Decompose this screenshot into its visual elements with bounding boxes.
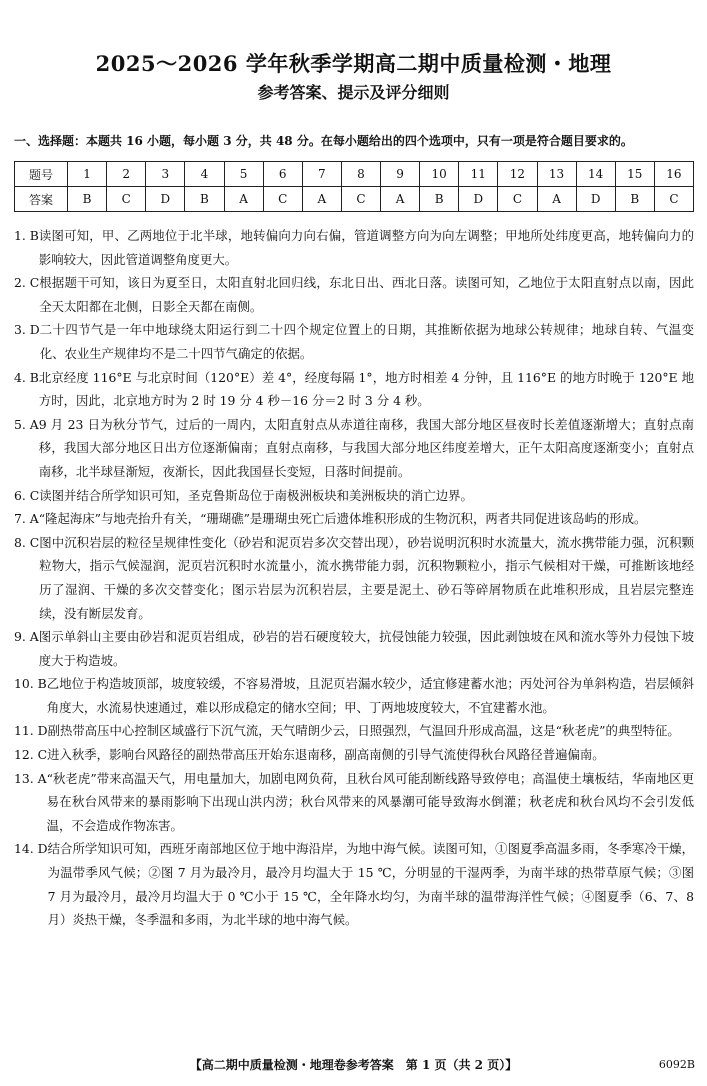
- document-code: 6092B: [658, 1058, 695, 1071]
- question-number: 9: [381, 162, 420, 187]
- explanation-item: [14, 224, 694, 271]
- answer-cell: C: [107, 187, 146, 212]
- explanation-label: 7. A: [14, 511, 39, 527]
- answer-table-answer-row: [15, 187, 694, 212]
- row-label-number: 题号: [15, 162, 68, 187]
- explanation-text: 二十四节气是一年中地球绕太阳运行到二十四个规定位置上的日期，其推断依据为地球公转规律；地球自转、气温变化、农业生产规律均不是二十四节气确定的依据。: [39, 322, 694, 361]
- question-number: 6: [263, 162, 302, 187]
- answer-cell: C: [341, 187, 380, 212]
- explanation-text: 读图并结合所学知识可知，圣克鲁斯岛位于南极洲板块和美洲板块的消亡边界。: [39, 487, 473, 503]
- explanation-label: 14. D: [14, 841, 48, 857]
- explanation-text: “隆起海床”与地壳抬升有关，“珊瑚礁”是珊瑚虫死亡后遗体堆积形成的生物沉积，两者共同促进该岛屿的形成。: [38, 511, 647, 527]
- answer-cell: B: [185, 187, 224, 212]
- answer-cell: D: [146, 187, 185, 212]
- question-number: 5: [224, 162, 263, 187]
- explanation-item: [14, 837, 694, 931]
- answer-table-number-row: [15, 162, 694, 187]
- explanation-list: [14, 224, 694, 932]
- explanation-label: 12. C: [14, 747, 48, 763]
- explanation-label: 1. B: [14, 228, 39, 243]
- explanation-item: [14, 743, 694, 767]
- explanation-item: [14, 531, 694, 625]
- explanation-item: [14, 507, 694, 531]
- explanation-text: 进入秋季，影响台风路径的副热带高压开始东退南移，副高南侧的引导气流使得秋台风路径普遍偏南。: [47, 747, 605, 763]
- question-number: 10: [420, 162, 459, 187]
- answer-table: [14, 161, 694, 212]
- explanation-text: 结合所学知识可知，西班牙南部地区位于地中海沿岸，为地中海气候。读图可知，①图夏季高温多雨，冬季寒冷干燥，为温带季风气候；②图 7 月为最冷月，最冷月均温大于 15 ℃，分明显的干湿两季，为南半球的热带草原气候；③图 7 月为最冷月，最冷月均温大于 0 ℃小于 15 ℃，全年降水均匀，为南半球的温带海洋性气候；④图夏季（6、7、8 月）炎热干燥，冬季温和多雨，为北半球的地中海气候。: [47, 841, 694, 928]
- explanation-item: [14, 767, 694, 838]
- explanation-label: 13. A: [14, 770, 47, 786]
- question-number: 14: [576, 162, 615, 187]
- answer-cell: C: [263, 187, 302, 212]
- explanation-text: 图示单斜山主要由砂岩和泥页岩组成，砂岩的岩石硬度较大，抗侵蚀能力较强，因此剥蚀坡在风和流水等外力侵蚀下坡度大于构造坡。: [38, 629, 694, 668]
- explanation-label: 4. B: [14, 369, 39, 385]
- question-number: 13: [537, 162, 576, 187]
- answer-cell: B: [420, 187, 459, 212]
- question-number: 2: [107, 162, 146, 187]
- explanation-label: 5. A: [14, 416, 39, 432]
- page-title: 2025～2026 学年秋季学期高二期中质量检测・地理: [95, 51, 612, 76]
- answer-cell: A: [224, 187, 263, 212]
- explanation-label: 11. D: [14, 723, 48, 739]
- answer-cell: A: [302, 187, 341, 212]
- answer-cell: A: [537, 187, 576, 212]
- page-subtitle: 参考答案、提示及评分细则: [257, 83, 450, 102]
- explanation-item: [14, 366, 694, 413]
- explanation-text: 副热带高压中心控制区域盛行下沉气流，天气晴朗少云，日照强烈，气温回升形成高温，这是“秋老虎”的典型特征。: [47, 723, 680, 739]
- explanation-text: 读图可知，甲、乙两地位于北半球，地转偏向力向右偏，管道调整方向为向左调整；甲地所处纬度更高，地转偏向力的影响较大，因此管道调整角度更大。: [38, 228, 694, 267]
- question-number: 8: [341, 162, 380, 187]
- explanation-item: [14, 484, 694, 508]
- explanation-label: 6. C: [14, 487, 40, 503]
- explanation-item: [14, 413, 694, 484]
- question-number: 15: [615, 162, 654, 187]
- answer-cell: A: [381, 187, 420, 212]
- explanation-label: 3. D: [14, 322, 40, 338]
- explanation-label: 2. C: [14, 275, 40, 291]
- explanation-text: “秋老虎”带来高温天气，用电量加大，加剧电网负荷，且秋台风可能刮断线路导致停电；高温使土壤板结，华南地区更易在秋台风带来的暴雨影响下出现山洪内涝；秋台风带来的风暴潮可能导致海水倒灌；秋老虎和秋台风均不会引发低温，不会造成作物冻害。: [46, 770, 694, 833]
- answer-cell: C: [498, 187, 537, 212]
- explanation-text: 图中沉积岩层的粒径呈规律性变化（砂岩和泥页岩多次交替出现），砂岩说明沉积时水流量大，流水携带能力强，沉积颗粒物大，指示气候湿润，泥页岩沉积时水流量小，流水携带能力弱，沉积物颗粒小，指示气候相对干燥，可推断该地经历了湿润、干燥的多次交替变化；图示岩层为沉积岩层，主要是泥土、砂石等碎屑物质在此堆积形成，且岩层完整连续，没有断层发育。: [39, 534, 694, 621]
- explanation-item: [14, 271, 694, 318]
- section-heading: 一、选择题：本题共 16 小题，每小题 3 分，共 48 分。在每小题给出的四个选项中，只有一项是符合题目要求的。: [14, 134, 633, 148]
- explanation-label: 8. C: [14, 534, 40, 550]
- answer-cell: B: [615, 187, 654, 212]
- explanation-label: 10. B: [14, 676, 47, 692]
- explanation-item: [14, 625, 694, 672]
- question-number: 7: [302, 162, 341, 187]
- answer-cell: B: [68, 187, 107, 212]
- question-number: 4: [185, 162, 224, 187]
- question-number: 12: [498, 162, 537, 187]
- explanation-text: 9 月 23 日为秋分节气，过后的一周内，太阳直射点从赤道往南移，我国大部分地区昼夜时长差值逐渐增大；直射点南移，我国大部分地区日出方位逐渐偏南；直射点南移，与我国大部分地区纬度差增大，正午太阳高度逐渐变小；直射点南移，北半球昼渐短，夜渐长，因此我国昼长变短，日落时间提前。: [38, 416, 694, 479]
- explanation-item: [14, 672, 694, 719]
- explanation-item: [14, 318, 694, 365]
- explanation-text: 根据题干可知，该日为夏至日，太阳直射北回归线，东北日出、西北日落。读图可知，乙地位于太阳直射点以南，因此全天太阳都在北侧，日影全天都在南侧。: [39, 275, 694, 314]
- page-footer: 【高二期中质量检测・地理卷参考答案 第 1 页（共 2 页）】: [189, 1058, 518, 1072]
- answer-cell: D: [576, 187, 615, 212]
- explanation-text: 北京经度 116°E 与北京时间（120°E）差 4°，经度每隔 1°，地方时相差 4 分钟，且 116°E 的地方时晚于 120°E 地方时，因此，北京地方时为 2 时 19 分 4 秒－16 分＝2 时 3 分 4 秒。: [38, 369, 694, 409]
- question-number: 11: [459, 162, 498, 187]
- question-number: 16: [654, 162, 693, 187]
- explanation-label: 9. A: [14, 629, 39, 645]
- row-label-answer: 答案: [15, 187, 68, 212]
- explanation-text: 乙地位于构造坡顶部，坡度较缓，不容易滑坡，且泥页岩漏水较少，适宜修建蓄水池；丙处河谷为单斜构造，岩层倾斜角度大，水流易快速通过，难以形成稳定的储水空间；甲、丁两地坡度较大，不宜建蓄水池。: [46, 676, 694, 715]
- question-number: 3: [146, 162, 185, 187]
- explanation-item: [14, 719, 694, 743]
- answer-cell: D: [459, 187, 498, 212]
- answer-cell: C: [654, 187, 693, 212]
- question-number: 1: [68, 162, 107, 187]
